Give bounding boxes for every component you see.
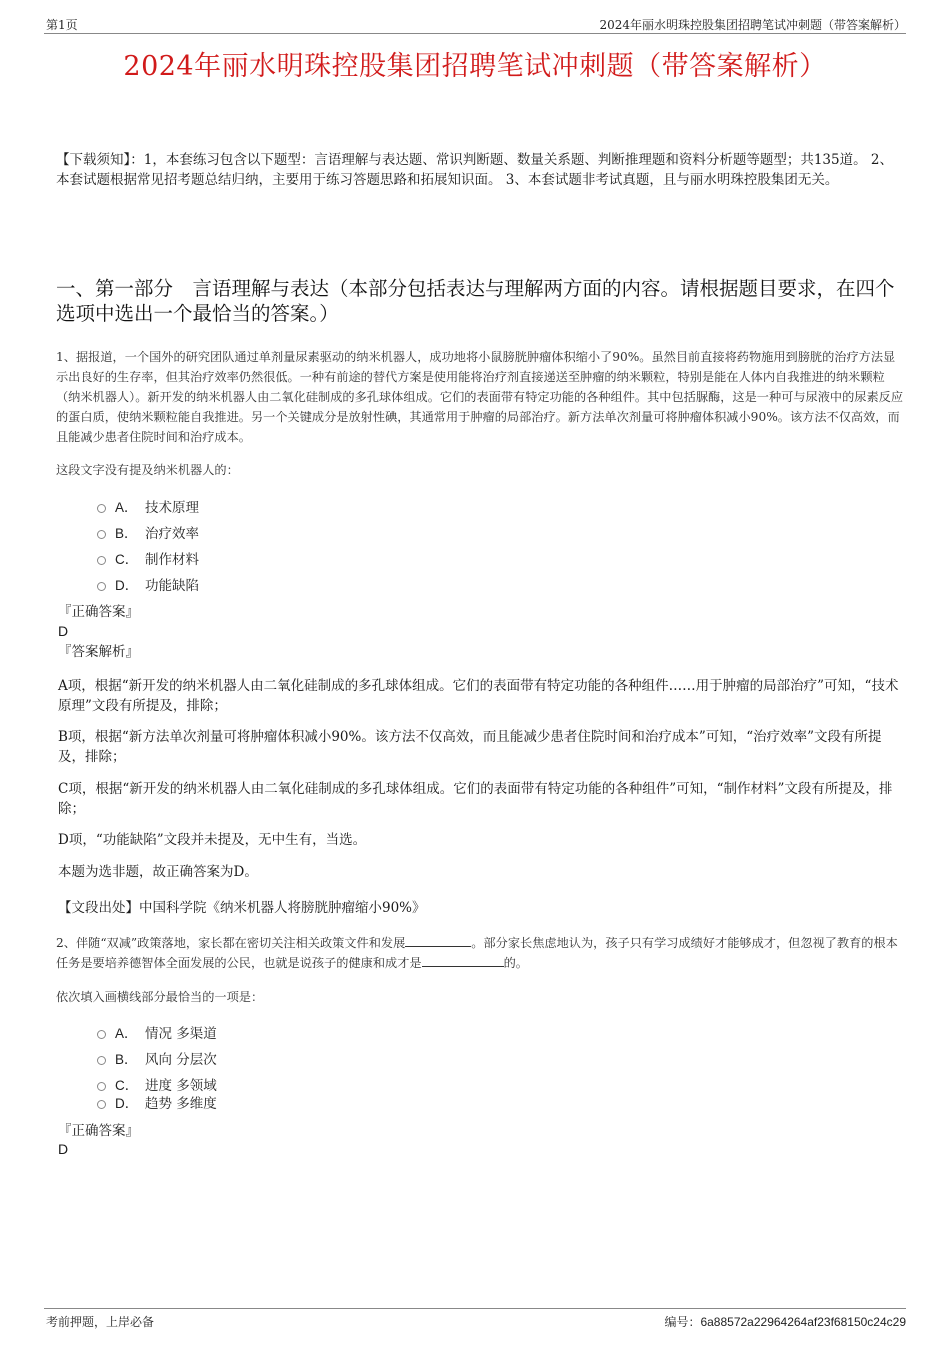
q1-analysis-a: A项，根据“新开发的纳米机器人由二氧化硅制成的多孔球体组成。它们的表面带有特定功能的各种组件……用于肿瘤的局部治疗”可知，“技术原理”文段有所提及，排除； bbox=[58, 678, 899, 714]
question-1-prompt: 这段文字没有提及纳米机器人的： bbox=[56, 463, 239, 477]
q2-answer-label: 『正确答案』 bbox=[58, 1123, 139, 1139]
q1-source: 【文段出处】中国科学院《纳米机器人将膀胱肿瘤缩小90%》 bbox=[58, 900, 426, 916]
q1-answer: D bbox=[58, 623, 69, 639]
q1-option-b[interactable]: B． 治疗效率 bbox=[0, 522, 950, 542]
q2-answer: D bbox=[58, 1141, 69, 1157]
footer-divider bbox=[44, 1308, 906, 1309]
header-divider bbox=[44, 33, 906, 34]
q1-option-d[interactable]: D． 功能缺陷 bbox=[0, 574, 950, 594]
q1-conclusion: 本题为选非题，故正确答案为D。 bbox=[58, 864, 258, 880]
radio-icon[interactable] bbox=[97, 1030, 106, 1039]
question-2-prompt: 依次填入画横线部分最恰当的一项是： bbox=[56, 990, 264, 1004]
radio-icon[interactable] bbox=[97, 582, 106, 591]
q2-option-b[interactable]: B． 风向 分层次 bbox=[0, 1048, 950, 1068]
radio-icon[interactable] bbox=[97, 556, 106, 565]
q1-option-c[interactable]: C． 制作材料 bbox=[0, 548, 950, 568]
fill-blank-1 bbox=[405, 934, 471, 947]
footer-slogan: 考前押题，上岸必备 bbox=[46, 1315, 155, 1329]
q1-option-a[interactable]: A． 技术原理 bbox=[0, 496, 950, 516]
radio-icon[interactable] bbox=[97, 530, 106, 539]
fill-blank-2 bbox=[422, 954, 504, 967]
q1-answer-label: 『正确答案』 bbox=[58, 604, 139, 620]
radio-icon[interactable] bbox=[97, 1100, 106, 1109]
footer-code: 编号：6a88572a22964264af23f68150c24c29 bbox=[664, 1315, 906, 1329]
radio-icon[interactable] bbox=[97, 1082, 106, 1091]
question-2-text: 2、伴随“双减”政策落地，家长都在密切关注相关政策文件和发展 。部分家长焦虑地认为，孩子只有学习成绩好才能够成才，但忽视了教育的根本任务是要培养德智体全面发展的公民，也就是说孩子的健康和成才是 的。 bbox=[56, 936, 898, 970]
q2-option-c[interactable]: C． 进度 多领域 bbox=[0, 1074, 950, 1094]
q1-analysis-b: B项，根据“新方法单次剂量可将肿瘤体积减小90%。该方法不仅高效，而且能减少患者住院时间和治疗成本”可知，“治疗效率”文段有所提及，排除； bbox=[58, 729, 882, 765]
download-notice: 【下载须知】：1，本套练习包含以下题型：言语理解与表达题、常识判断题、数量关系题、判断推理题和资料分析题等题型；共135道。 2、本套试题根据常见招考题总结归纳，主要用于练习答题思路和拓展知识面。 3、本套试题非考试真题，且与丽水明珠控股集团无关。 bbox=[56, 152, 893, 188]
page-number: 第1页 bbox=[46, 18, 78, 32]
q1-analysis-d: D项，“功能缺陷”文段并未提及，无中生有，当选。 bbox=[58, 832, 367, 848]
radio-icon[interactable] bbox=[97, 1056, 106, 1065]
page-title: 2024年丽水明珠控股集团招聘笔试冲刺题（带答案解析） bbox=[123, 51, 827, 82]
q1-analysis-c: C项，根据“新开发的纳米机器人由二氧化硅制成的多孔球体组成。它们的表面带有特定功能的各种组件”可知，“制作材料”文段有所提及，排除； bbox=[58, 781, 893, 817]
q1-analysis-label: 『答案解析』 bbox=[58, 644, 139, 660]
radio-icon[interactable] bbox=[97, 504, 106, 513]
q2-option-d[interactable]: D． 趋势 多维度 bbox=[0, 1092, 950, 1112]
question-1-text: 1、据报道，一个国外的研究团队通过单剂量尿素驱动的纳米机器人，成功地将小鼠膀胱肿瘤体积缩小了90%。虽然目前直接将药物施用到膀胱的治疗方法显示出良好的生存率，但其治疗效率仍然很低。一种有前途的替代方案是使用能将治疗剂直接递送至肿瘤的纳米颗粒，特别是能在人体内自我推进的纳米颗粒（纳米机器人）。新开发的纳米机器人由二氧化硅制成的多孔球体组成。它们的表面带有特定功能的各种组件。其中包括脲酶，这是一种可与尿液中的尿素反应的蛋白质，使纳米颗粒能自我推进。另一个关键成分是放射性碘，其通常用于肿瘤的局部治疗。新方法单次剂量可将肿瘤体积减小90%。该方法不仅高效，而且能减少患者住院时间和治疗成本。 bbox=[56, 350, 904, 444]
header-doc-title: 2024年丽水明珠控股集团招聘笔试冲刺题（带答案解析） bbox=[599, 18, 906, 32]
q2-option-a[interactable]: A． 情况 多渠道 bbox=[0, 1022, 950, 1042]
section-heading: 一、第一部分 言语理解与表达（本部分包括表达与理解两方面的内容。请根据题目要求，在四个选项中选出一个最恰当的答案。） bbox=[56, 277, 895, 325]
